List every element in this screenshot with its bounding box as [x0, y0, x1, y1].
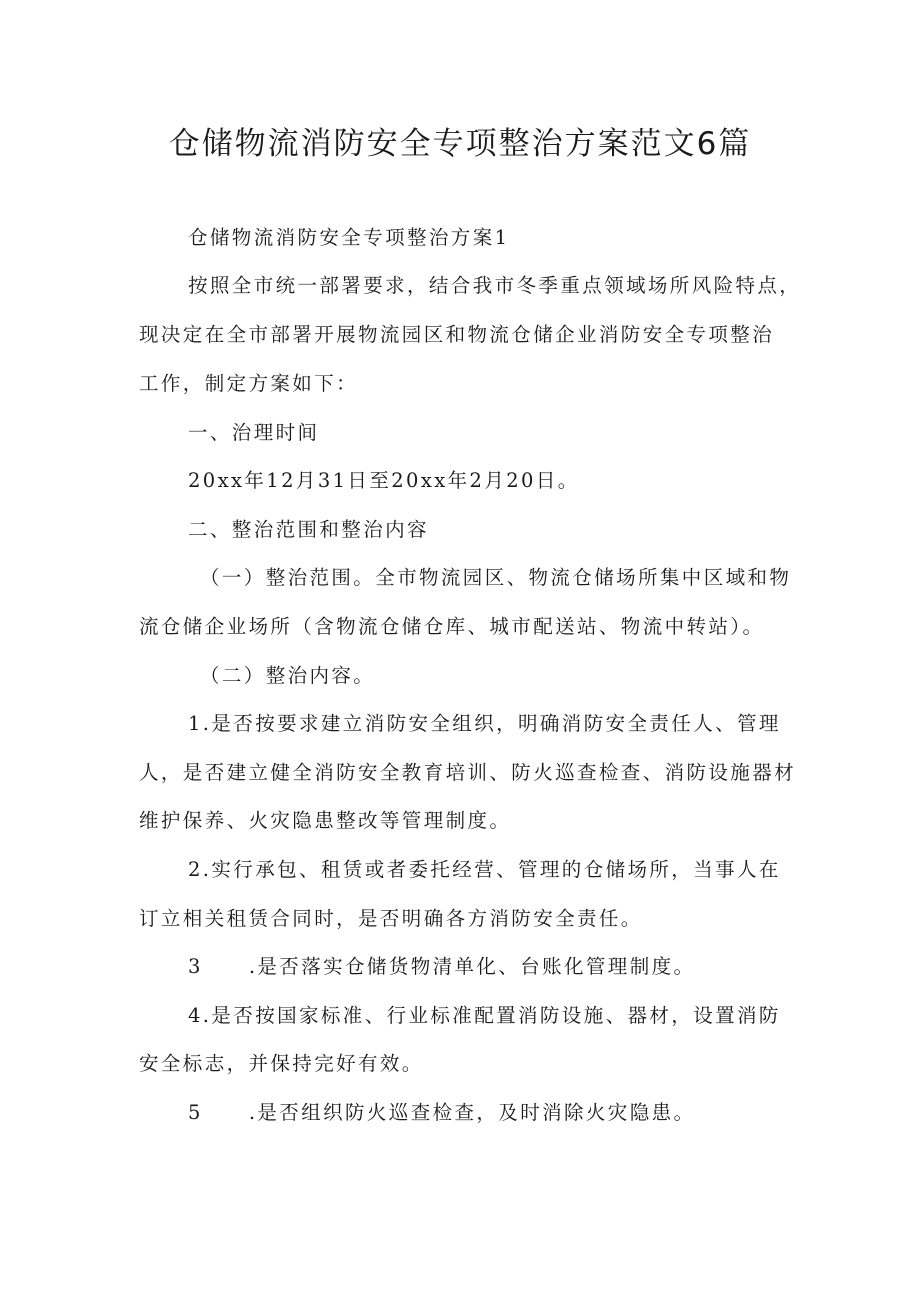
list-item: 1.是否按要求建立消防安全组织，明确消防安全责任人、管理 — [188, 712, 781, 735]
list-item — [188, 1097, 695, 1125]
list-item: 4.是否按国家标准、行业标准配置消防设施、器材，设置消防 — [188, 1004, 781, 1027]
paragraph-line: 20xx年12月31日至20xx年2月20日。 — [188, 469, 580, 492]
paragraph-line: 维护保养、火灾隐患整改等管理制度。 — [139, 809, 512, 832]
heading-governance-time: 一、治理时间 — [188, 421, 320, 444]
paragraph-line: 按照全市统一部署要求，结合我市冬季重点领域场所风险特点， — [188, 274, 802, 297]
list-item-number: 3 — [188, 955, 203, 978]
section-heading: 仓储物流消防安全专项整治方案1 — [188, 226, 510, 249]
paragraph-line: 现决定在全市部署开展物流园区和物流仓储企业消防安全专项整治 — [139, 323, 775, 346]
subheading-content: （二）整治内容。 — [200, 664, 376, 687]
list-item — [188, 951, 695, 979]
paragraph-line: 人，是否建立健全消防安全教育培训、防火巡查检查、消防设施器材 — [139, 761, 797, 784]
list-item-number: 5 — [188, 1101, 203, 1124]
list-item: 2.实行承包、租赁或者委托经营、管理的仓储场所，当事人在 — [188, 858, 781, 881]
paragraph-line: 订立相关租赁合同时，是否明确各方消防安全责任。 — [139, 907, 643, 930]
paragraph-line: 流仓储企业场所（含物流仓储仓库、城市配送站、物流中转站）。 — [139, 615, 765, 638]
paragraph-line: （一）整治范围。全市物流园区、物流仓储场所集中区域和物 — [200, 566, 792, 589]
list-item-text: .是否组织防火巡查检查，及时消除火灾隐患。 — [248, 1101, 696, 1124]
paragraph-line: 工作，制定方案如下： — [139, 372, 359, 395]
list-item-text: .是否落实仓储货物清单化、台账化管理制度。 — [248, 955, 696, 978]
paragraph-line: 安全标志，并保持完好有效。 — [139, 1052, 424, 1075]
heading-scope-content: 二、整治范围和整治内容 — [188, 518, 429, 541]
document-title: 仓储物流消防安全专项整治方案范文6篇 — [168, 126, 752, 162]
